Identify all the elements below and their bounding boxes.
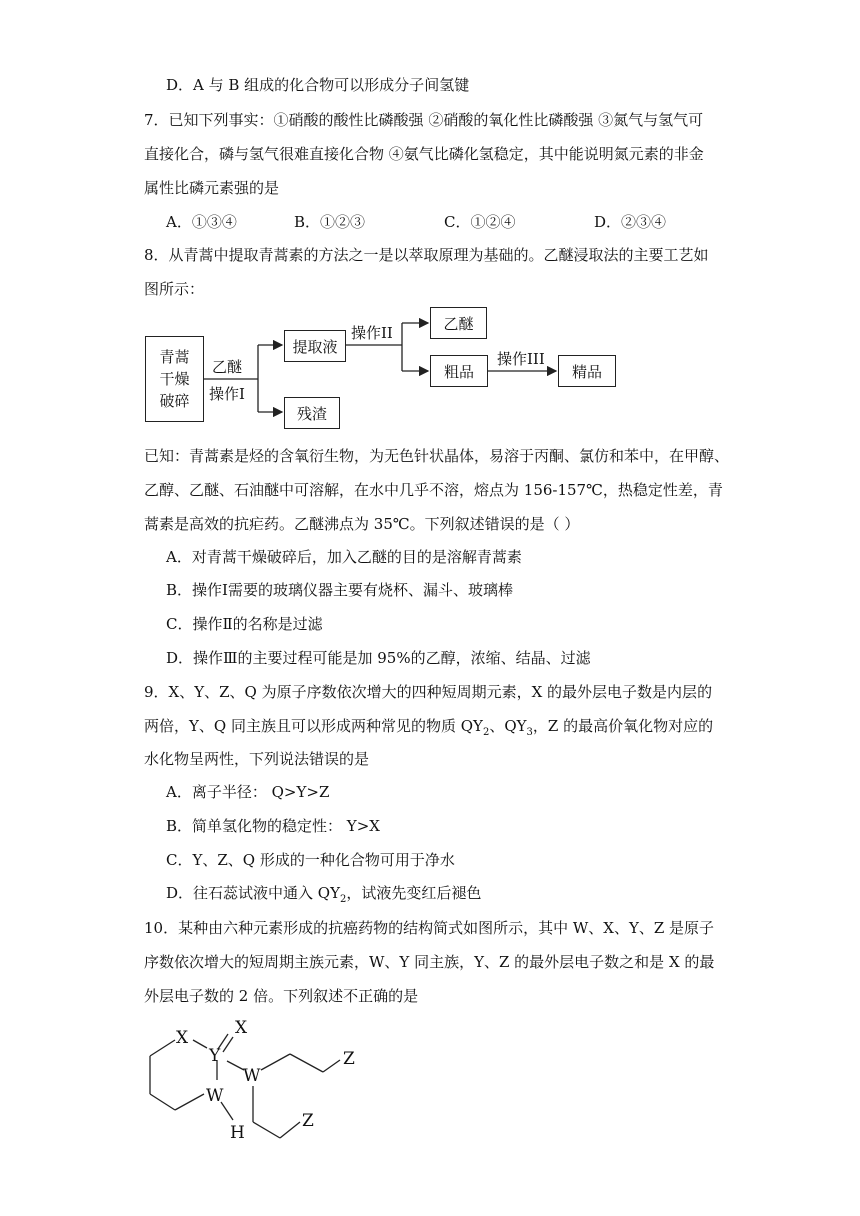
atom-z-lower: Z [302, 1111, 314, 1131]
q7-option-a: A．①③④ [166, 213, 237, 231]
extract-label: 提取液 [292, 337, 338, 356]
reagent-ether-label: 乙醚 [212, 358, 243, 376]
q9-line-2-part-b: 、QY [489, 717, 527, 735]
crude-product-box [430, 355, 488, 387]
structural-formula [140, 1010, 400, 1150]
atom-h: H [230, 1123, 245, 1143]
q8-option-c: C．操作Ⅱ的名称是过滤 [166, 615, 323, 633]
subscript-2: 2 [340, 894, 347, 905]
operation-2-label: 操作II [351, 324, 393, 342]
atom-w-ring: W [206, 1086, 224, 1106]
fine-product-label: 精品 [571, 362, 602, 381]
q9-option-d-part-a: D．往石蕊试液中通入 QY [166, 884, 340, 902]
q10-line-3: 外层电子数的 2 倍。下列叙述不正确的是 [144, 987, 419, 1005]
atom-x-double-bond: X [235, 1018, 248, 1038]
q8-line-1: 8．从青蒿中提取青蒿素的方法之一是以萃取原理为基础的。乙醚浸取法的主要工艺如 [144, 246, 709, 264]
raw-material-line-2: 干燥 [159, 370, 190, 388]
atom-z-upper: Z [343, 1049, 355, 1069]
atom-x-ring: X [176, 1028, 189, 1048]
q7-option-c: C．①②④ [444, 213, 516, 231]
q8-known-line-2: 乙醇、乙醚、石油醚中可溶解，在水中几乎不溶，熔点为 156-157℃，热稳定性差，青 [144, 481, 723, 499]
q9-line-2-part-c: ，Z 的最高价氧化物对应的 [532, 717, 714, 735]
raw-material-line-3: 破碎 [159, 392, 190, 410]
q8-option-d: D．操作Ⅲ的主要过程可能是加 95%的乙醇，浓缩、结晶、过滤 [166, 649, 591, 667]
crude-product-label: 粗品 [443, 362, 474, 381]
ether-box [430, 307, 487, 339]
q9-option-a: A．离子半径： Q>Y>Z [166, 783, 330, 801]
extract-box [284, 330, 346, 362]
q9-option-c: C．Y、Z、Q 形成的一种化合物可用于净水 [166, 851, 455, 869]
subscript-3: 3 [526, 727, 533, 738]
q9-line-3: 水化物呈两性，下列说法错误的是 [144, 750, 370, 768]
q7-line-1: 7．已知下列事实：①硝酸的酸性比磷酸强 ②硝酸的氧化性比磷酸强 ③氮气与氢气可 [144, 111, 704, 129]
q10-line-2: 序数依次增大的短周期主族元素，W、Y 同主族，Y、Z 的最外层电子数之和是 X 的最 [144, 953, 715, 971]
operation-3-label: 操作III [497, 350, 545, 368]
q9-line-1: 9．X、Y、Z、Q 为原子序数依次增大的四种短周期元素，X 的最外层电子数是内层的 [144, 683, 713, 701]
q8-known-line-1: 已知：青蒿素是烃的含氧衍生物，为无色针状晶体，易溶于丙酮、氯仿和苯中，在甲醇、 [144, 447, 730, 465]
atom-y: Y [209, 1046, 221, 1066]
q9-line-2-part-a: 两倍，Y、Q 同主族且可以形成两种常见的物质 QY [144, 717, 483, 735]
q9-option-d [166, 883, 481, 910]
ether-label: 乙醚 [443, 314, 474, 333]
residue-label: 残渣 [296, 404, 327, 423]
q9-option-b: B．简单氢化物的稳定性： Y>X [166, 817, 380, 835]
q7-option-b: B．①②③ [294, 213, 366, 231]
q7-line-2: 直接化合，磷与氢气很难直接化合物 ④氨气比磷化氢稳定，其中能说明氮元素的非金 [144, 145, 704, 163]
raw-material-box [145, 336, 204, 422]
q6-option-d: D．A 与 B 组成的化合物可以形成分子间氢键 [166, 76, 470, 94]
q9-line-2 [144, 716, 713, 743]
fine-product-box [558, 355, 616, 387]
raw-material-line-1: 青蒿 [159, 348, 190, 366]
q8-option-b: B．操作Ⅰ需要的玻璃仪器主要有烧杯、漏斗、玻璃棒 [166, 581, 513, 599]
q9-option-d-part-b: ，试液先变红后褪色 [346, 884, 482, 902]
q8-known-line-3: 蒿素是高效的抗疟药。乙醚沸点为 35℃。下列叙述错误的是（ ） [144, 515, 580, 533]
atom-w-chain: W [243, 1066, 261, 1086]
q8-line-2: 图所示： [144, 280, 205, 298]
q8-option-a: A．对青蒿干燥破碎后，加入乙醚的目的是溶解青蒿素 [166, 548, 522, 566]
residue-box [284, 397, 340, 429]
subscript-2: 2 [482, 727, 490, 738]
q10-line-1: 10．某种由六种元素形成的抗癌药物的结构简式如图所示，其中 W、X、Y、Z 是原子 [144, 919, 715, 937]
q7-option-d: D．②③④ [594, 213, 667, 231]
q7-line-3: 属性比磷元素强的是 [144, 179, 280, 197]
operation-1-label: 操作I [209, 385, 245, 403]
